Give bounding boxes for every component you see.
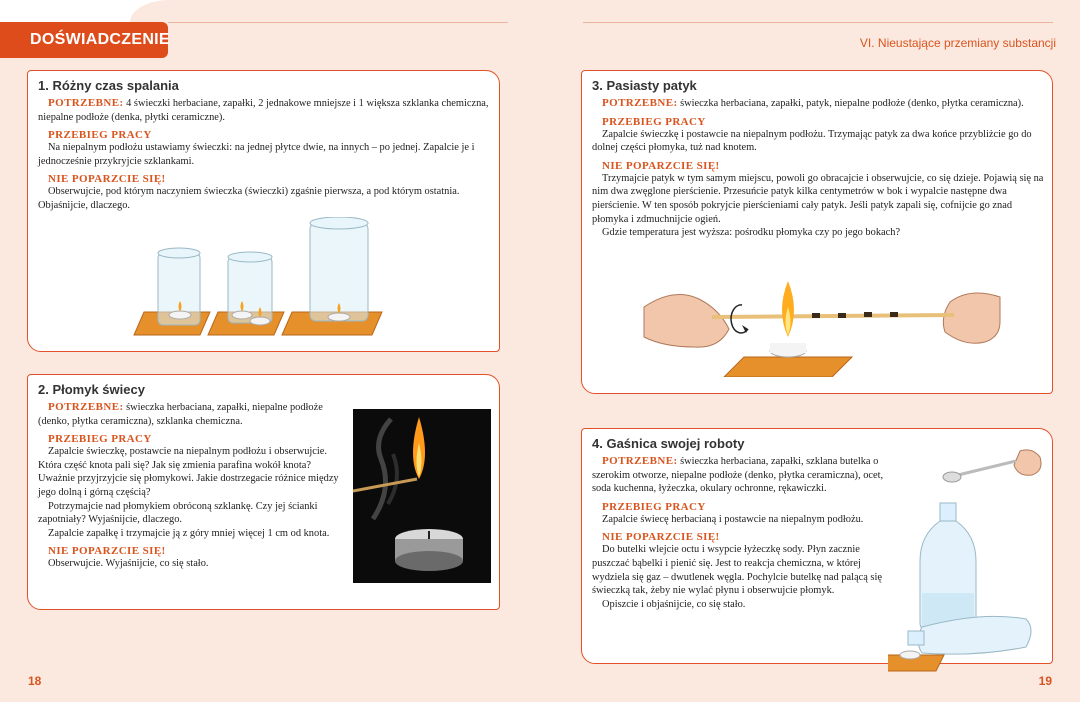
experiment-4-title: 4. Gaśnica swojej roboty — [592, 436, 745, 451]
candles-under-glasses-illustration — [132, 217, 392, 337]
experiment-3-procedure: Zapalcie świeczkę i postawcie na niepalnym podłożu. Trzymając patyk za dwa końce przybliżcie go do dolnej części płomyka, tuż nad knotem. — [592, 128, 1032, 154]
experiment-2-box — [27, 374, 500, 610]
page-number-left: 18 — [28, 674, 42, 688]
header-rule-right — [583, 22, 1053, 23]
experiment-3-needed: POTRZEBNE: świeczka herbaciana, zapałki, patyk, niepalne podłoże (denko, płytka ceramiczna). — [602, 97, 1024, 109]
experiment-3-warning: NIE POPARZCIE SIĘ! — [602, 159, 720, 172]
experiment-4-procedure: Zapalcie świecę herbacianą i postawcie na niepalnym podłożu. — [602, 513, 864, 525]
header-rule-left — [168, 22, 508, 23]
experiment-3-title: 3. Pasiasty patyk — [592, 78, 697, 93]
experiment-1-warning: NIE POPARZCIE SIĘ! — [48, 173, 166, 186]
experiment-2-title: 2. Płomyk świecy — [38, 382, 145, 397]
experiment-2-observe: Obserwujcie. Wyjaśnijcie, co się stało. — [48, 558, 209, 570]
experiment-4-observe-2: Opiszcie i objaśnijcie, co się stało. — [602, 598, 746, 610]
experiment-2-procedure-2: Potrzymajcie nad płomykiem obróconą szklankę. Czy jej ścianki zapotniały? Wyjaśnijcie, dlaczego. — [38, 500, 318, 526]
candle-flame-photo — [353, 409, 491, 583]
homemade-extinguisher-illustration — [888, 443, 1048, 673]
experiment-4-box — [581, 428, 1053, 664]
experiment-1-procedure-heading: PRZEBIEG PRACY — [48, 129, 152, 142]
experiment-1-title: 1. Różny czas spalania — [38, 78, 179, 93]
experiment-1-box — [27, 70, 500, 352]
experiment-2-procedure-3: Zapalcie zapałkę i trzymajcie ją z góry mniej więcej 1 cm od knota. — [48, 527, 330, 539]
experiment-4-warning: NIE POPARZCIE SIĘ! — [602, 531, 720, 544]
experiment-2-procedure-1: Zapalcie świeczkę, postawcie na niepalnym podłożu i obserwujcie. Która część knota pali się? Jak się zmienia parafina wokół knota? Uważnie przyjrzyjcie się płomykowi. Jakie dostrzegacie różnice między jego dolną i górną częścią? — [38, 446, 339, 498]
experiment-4-procedure-heading: PRZEBIEG PRACY — [602, 500, 706, 513]
experiment-1-procedure: Na niepalnym podłożu ustawiamy świeczki: na jednej płytce dwie, na innych – po jednej. Zapalcie je i jednocześnie przykryjcie szklankami. — [38, 142, 475, 167]
experiment-2-warning: NIE POPARZCIE SIĘ! — [48, 545, 166, 558]
striped-stick-illustration — [642, 277, 1002, 377]
section-badge: DOŚWIADCZENIE — [0, 22, 168, 58]
experiment-4-needed: POTRZEBNE: świeczka herbaciana, zapałki, szklana butelka o szerokim otworze, niepalne podłoże (denko, płytka ceramiczna), ocet, soda kuchenna, łyżeczka, okulary ochronne, rękawiczki. — [592, 455, 884, 495]
top-curve — [130, 0, 1080, 22]
page-number-right: 19 — [1038, 674, 1052, 688]
experiment-2-procedure-heading: PRZEBIEG PRACY — [48, 433, 152, 446]
chapter-title: VI. Nieustające przemiany substancji — [859, 36, 1056, 50]
experiment-3-box — [581, 70, 1053, 394]
experiment-1-observe: Obserwujcie, pod którym naczyniem świeczka (świeczki) zgaśnie pierwsza, a pod którym ostatnia. Objaśnijcie, dlaczego. — [38, 186, 460, 211]
experiment-3-procedure-heading: PRZEBIEG PRACY — [602, 115, 706, 128]
experiment-1-needed: POTRZEBNE: 4 świeczki herbaciane, zapałki, 2 jednakowe mniejsze i 1 większa szklanka chemiczna, niepalne podłoże (denka, płytki ceramiczne). — [38, 97, 489, 123]
experiment-3-observe-1: Trzymajcie patyk w tym samym miejscu, powoli go obracajcie i obserwujcie, co się dzieje. Pojawią się na nim dwa zwęglone pierścienie. Przesuńcie patyk kilka centymetrów w bok i wypalcie następne dwa pierścienie. W ten sposób pokryjcie pierścieniami cały patyk. Jeśli patyk zapali się, cofnijcie go znad płomyka i zdmuchnijcie ogień. — [592, 172, 1044, 225]
experiment-2-needed: POTRZEBNE: świeczka herbaciana, zapałki, niepalne podłoże (denko, płytka ceramiczna), szklanka chemiczna. — [38, 401, 323, 427]
experiment-3-observe-2: Gdzie temperatura jest wyższa: pośrodku płomyka czy po jego bokach? — [602, 227, 901, 239]
experiment-4-observe-1: Do butelki wlejcie octu i wsypcie łyżeczkę sody. Płyn zacznie puszczać bąbelki i pienić się. Jest to reakcja chemiczna, w której wydziela się gaz – dwutlenek węgla. Pochylcie butelkę nad palącą się świeczką tak, żeby nie wylać płynu i obserwujcie płomyk. — [592, 544, 882, 597]
